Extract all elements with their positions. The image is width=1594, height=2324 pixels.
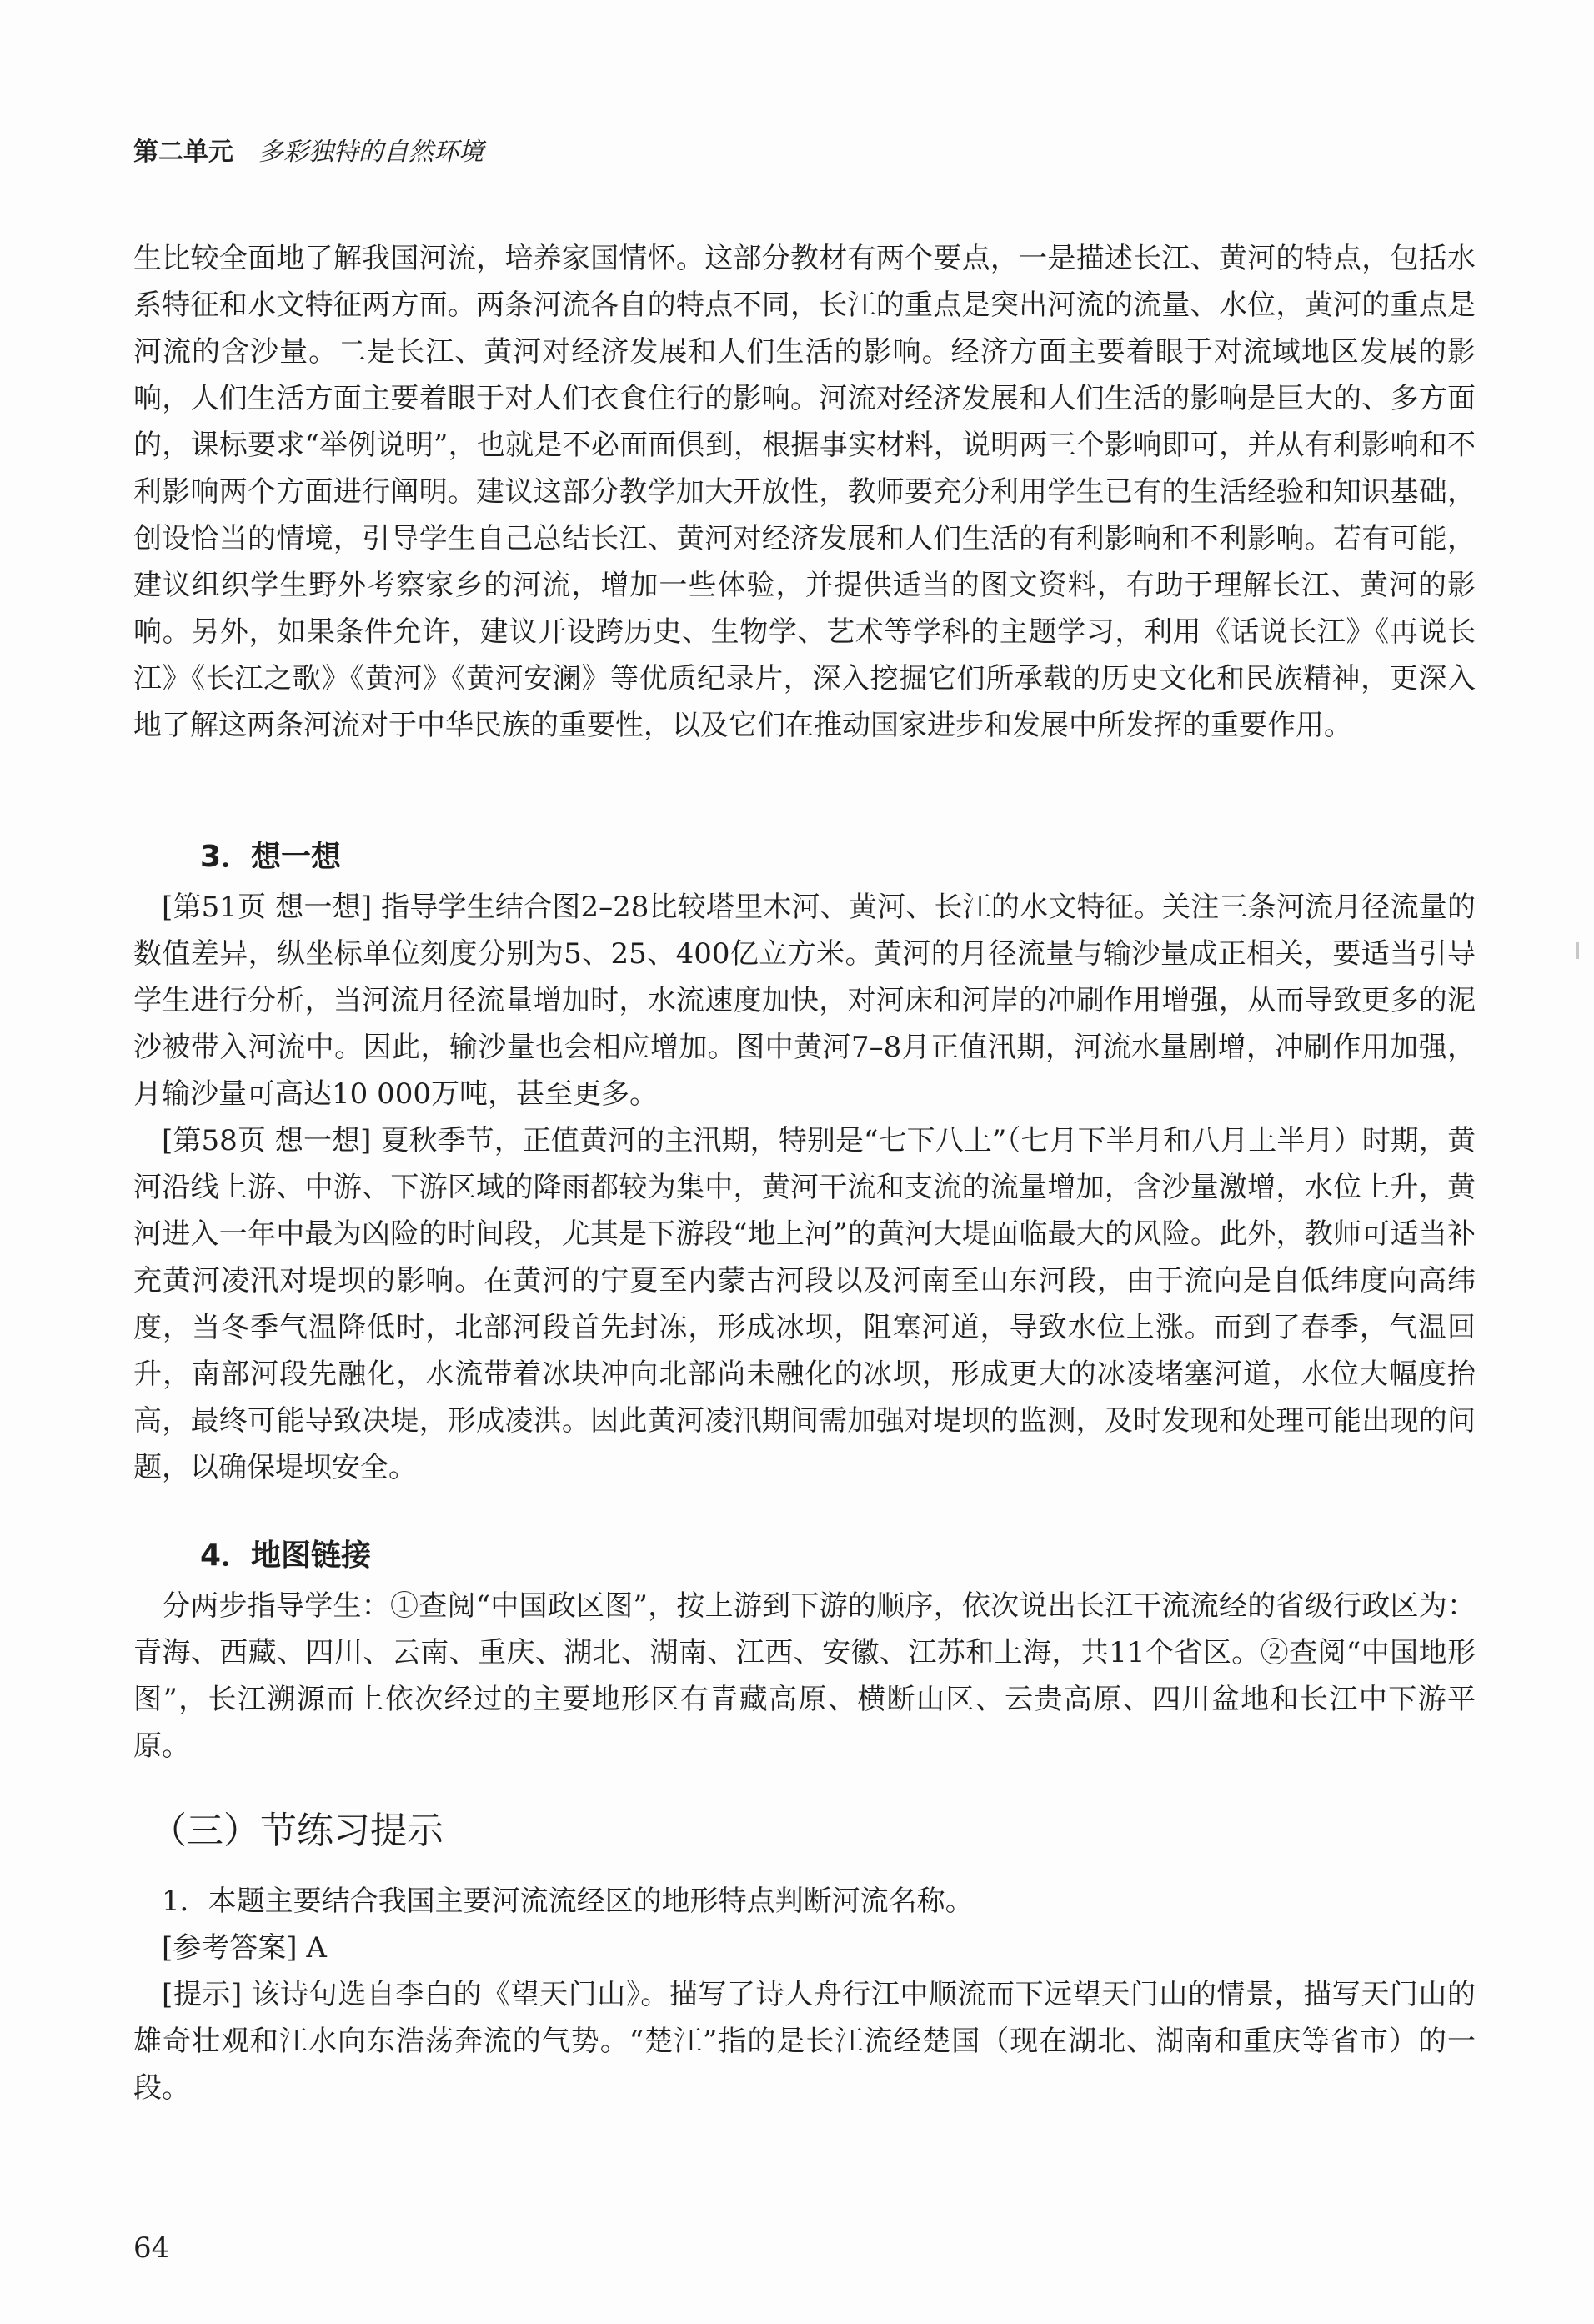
unit-label: 第二单元 [133, 138, 233, 167]
exercise-item-1: 1．本题主要结合我国主要河流流经区的地形特点判断河流名称。 [162, 1885, 974, 1918]
section-4-body [133, 1583, 1476, 1769]
exercise-answer: [参考答案] A [162, 1931, 327, 1965]
scan-margin-mark [1576, 942, 1579, 959]
exercise-hint: [提示] 该诗句选自李白的《望天门山》。描写了诗人舟行江中顺流而下远望天门山的情景，描写天门山的雄奇壮观和江水向东浩荡奔流的气势。“楚江”指的是长江流经楚国（现在湖北、湖南和重庆等省市）的一段。 [133, 1978, 1476, 2105]
exercise-body [133, 1878, 1476, 2111]
intro-block [133, 235, 1476, 749]
page-number: 64 [133, 2231, 170, 2265]
section-4-paragraph-1: 分两步指导学生：①查阅“中国政区图”，按上游到下游的顺序，依次说出长江干流流经的省级行政区为：青海、西藏、四川、云南、重庆、湖北、湖南、江西、安徽、江苏和上海，共11个省区。②查阅“中国地形图”，长江溯源而上依次经过的主要地形区有青藏高原、横断山区、云贵高原、四川盆地和长江中下游平原。 [133, 1589, 1476, 1763]
section-4-title: 4．地图链接 [200, 1538, 372, 1573]
section-3-body [133, 884, 1476, 1491]
section-3-paragraph-2: [第58页 想一想] 夏秋季节，正值黄河的主汛期，特别是“七下八上”（七月下半月和八月上半月）时期，黄河沿线上游、中游、下游区域的降雨都较为集中，黄河干流和支流的流量增加，含沙量激增，水位上升，黄河进入一年中最为凶险的时间段，尤其是下游段“地上河”的黄河大堤面临最大的风险。此外，教师可适当补充黄河凌汛对堤坝的影响。在黄河的宁夏至内蒙古河段以及河南至山东河段，由于流向是自低纬度向高纬度，当冬季气温降低时，北部河段首先封冻，形成冰坝，阻塞河道，导致水位上涨。而到了春季，气温回升，南部河段先融化，水流带着冰块冲向北部尚未融化的冰坝，形成更大的冰凌堵塞河道，水位大幅度抬高，最终可能导致决堤，形成凌洪。因此黄河凌汛期间需加强对堤坝的监测，及时发现和处理可能出现的问题，以确保堤坝安全。 [133, 1124, 1476, 1484]
section-3-paragraph-1: [第51页 想一想] 指导学生结合图2–28比较塔里木河、黄河、长江的水文特征。关注三条河流月径流量的数值差异，纵坐标单位刻度分别为5、25、400亿立方米。黄河的月径流量与输沙量成正相关，要适当引导学生进行分析，当河流月径流量增加时，水流速度加快，对河床和河岸的冲刷作用增强，从而导致更多的泥沙被带入河流中。因此，输沙量也会相应增加。图中黄河7–8月正值汛期，河流水量剧增，冲刷作用加强，月输沙量可高达10 000万吨，甚至更多。 [133, 891, 1476, 1111]
section-3-title: 3．想一想 [200, 840, 342, 874]
running-head [133, 136, 484, 169]
intro-paragraph: 生比较全面地了解我国河流，培养家国情怀。这部分教材有两个要点，一是描述长江、黄河的特点，包括水系特征和水文特征两方面。两条河流各自的特点不同，长江的重点是突出河流的流量、水位，黄河的重点是河流的含沙量。二是长江、黄河对经济发展和人们生活的影响。经济方面主要着眼于对流域地区发展的影响，人们生活方面主要着眼于对人们衣食住行的影响。河流对经济发展和人们生活的影响是巨大的、多方面的，课标要求“举例说明”，也就是不必面面俱到，根据事实材料，说明两三个影响即可，并从有利影响和不利影响两个方面进行阐明。建议这部分教学加大开放性，教师要充分利用学生已有的生活经验和知识基础，创设恰当的情境，引导学生自己总结长江、黄河对经济发展和人们生活的有利影响和不利影响。若有可能，建议组织学生野外考察家乡的河流，增加一些体验，并提供适当的图文资料，有助于理解长江、黄河的影响。另外，如果条件允许，建议开设跨历史、生物学、艺术等学科的主题学习，利用《话说长江》《再说长江》《长江之歌》《黄河》《黄河安澜》等优质纪录片，深入挖掘它们所承载的历史文化和民族精神，更深入地了解这两条河流对于中华民族的重要性，以及它们在推动国家进步和发展中所发挥的重要作用。 [133, 242, 1476, 742]
exercise-section-title: （三）节练习提示 [150, 1810, 444, 1852]
unit-subtitle: 多彩独特的自然环境 [258, 138, 484, 167]
